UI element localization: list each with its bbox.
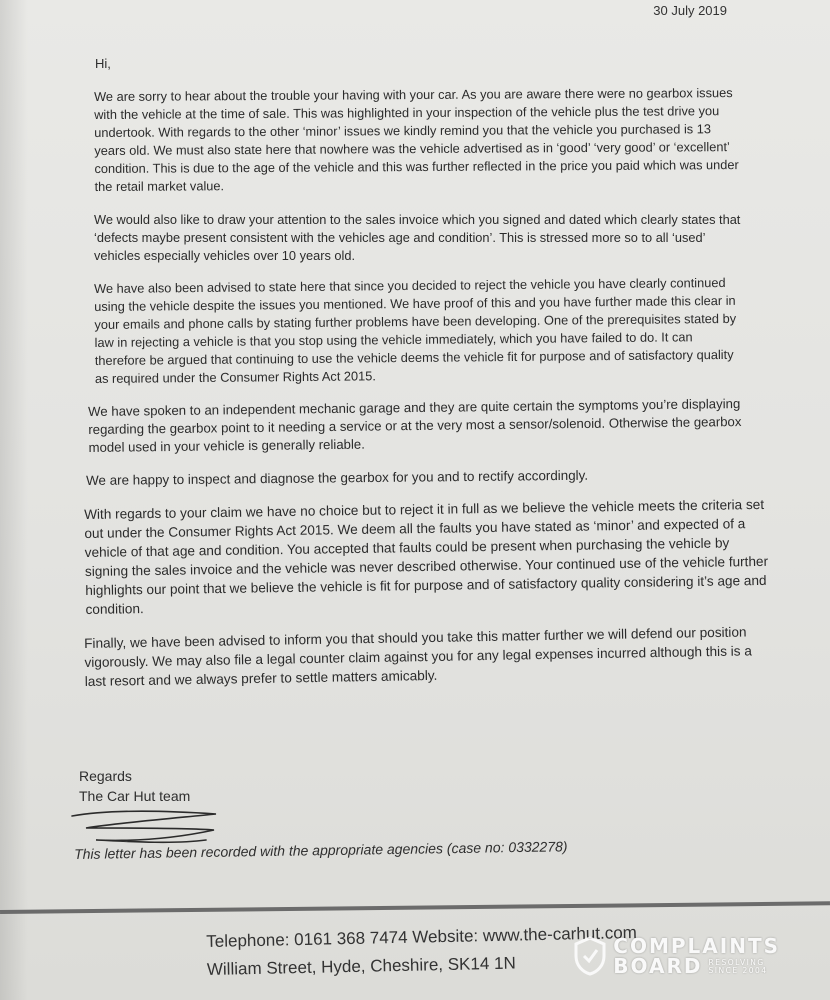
paragraph-inspect-offer: We are happy to inspect and diagnose the gearbox for you and to rectify accordingly. xyxy=(86,467,589,488)
watermark-tagline xyxy=(709,959,768,976)
footer-address: William Street, Hyde, Cheshire, SK14 1N xyxy=(206,953,516,979)
signature-scribble xyxy=(66,806,226,848)
watermark-line2: BOARD xyxy=(613,954,703,978)
footer-divider xyxy=(0,901,830,914)
paragraph-claim-rejected: With regards to your claim we have no choice but to reject it in full as we believe the vehicle meets the criteria set out under the Consumer Rights Act 2015. We deem all the faults you have stated as ‘minor’ and expected of a vehicle of that age and condition. You accepted that faults could be present when purchasing the vehicle by signing the sales invoice and the vehicle was never described otherwise. Your continued use of the vehicle further highlights our point that we believe the vehicle is fit for purpose and of satisfactory quality considering it’s age and condition. xyxy=(84,496,769,617)
paragraph-gearbox-issues: We are sorry to hear about the trouble your having with your car. As you are aware there were no gearbox issues with the vehicle at the time of sale. This was highlighted in your inspection of the vehicle plus the test drive you undertook. With regards to the other ‘minor’ issues we kindly remind you that the vehicle you purchased is 13 years old. We must also state here that nowhere was the vehicle advertised as in ‘good’ ‘very good’ or ‘excellent’ condition. This is due to the age of the vehicle and this was further reflected in the price you paid which was under the retail market value. xyxy=(94,85,739,194)
paragraph-sales-invoice: We would also like to draw your attention to the sales invoice which you signed and dated which clearly states that ‘defects maybe present consistent with the vehicles age and condition’. This is stressed more so to all ‘used’ vehicles especially vehicles over 10 years old. xyxy=(94,212,741,263)
footer-contact: Telephone: 0161 368 7474 Website: www.the-carhut.com xyxy=(206,922,638,951)
complaints-board-watermark xyxy=(573,936,780,976)
sender-name: The Car Hut team xyxy=(79,788,191,804)
letter-body xyxy=(84,85,769,706)
signoff-block xyxy=(79,766,190,806)
closing-text: Regards xyxy=(79,768,132,784)
paragraph-mechanic-opinion: We have spoken to an independent mechanic garage and they are quite certain the symptoms you’re displaying regarding the gearbox point to it needing a service or at the very most a sensor/solenoid. Otherwise the gearbox model used in your vehicle is generally reliable. xyxy=(88,396,742,455)
watermark-row xyxy=(613,956,780,976)
recorded-notice: This letter has been recorded with the appropriate agencies (case no: 0332278) xyxy=(74,838,568,862)
watermark-text xyxy=(613,936,780,976)
paragraph-legal-warning: Finally, we have been advised to inform you that should you take this matter further we will defend our position vigorously. We may also file a legal counter claim against you for any legal expenses incurred although this is a last resort and we always prefer to settle matters amicably. xyxy=(84,624,752,689)
watermark-tag2: SINCE 2004 xyxy=(708,965,768,975)
page-shadow xyxy=(0,0,28,1000)
letter-date: 30 July 2019 xyxy=(653,3,727,18)
letter-greeting: Hi, xyxy=(95,56,111,71)
paragraph-continued-use: We have also been advised to state here that since you decided to reject the vehicle you have clearly continued using the vehicle despite the issues you mentioned. We have proof of this and you have further made this clear in your emails and phone calls by stating further problems have been developing. One of the prerequisites stated by law in rejecting a vehicle is that you stop using the vehicle immediately, which you have failed to do. It can therefore be argued that continuing to use the vehicle deems the vehicle fit for purpose and of satisfactory quality as required under the Consumer Rights Act 2015. xyxy=(94,274,737,386)
watermark-line1: COMPLAINTS xyxy=(613,934,780,958)
shield-icon xyxy=(573,936,607,976)
watermark-tag1: RESOLVING xyxy=(708,958,765,967)
